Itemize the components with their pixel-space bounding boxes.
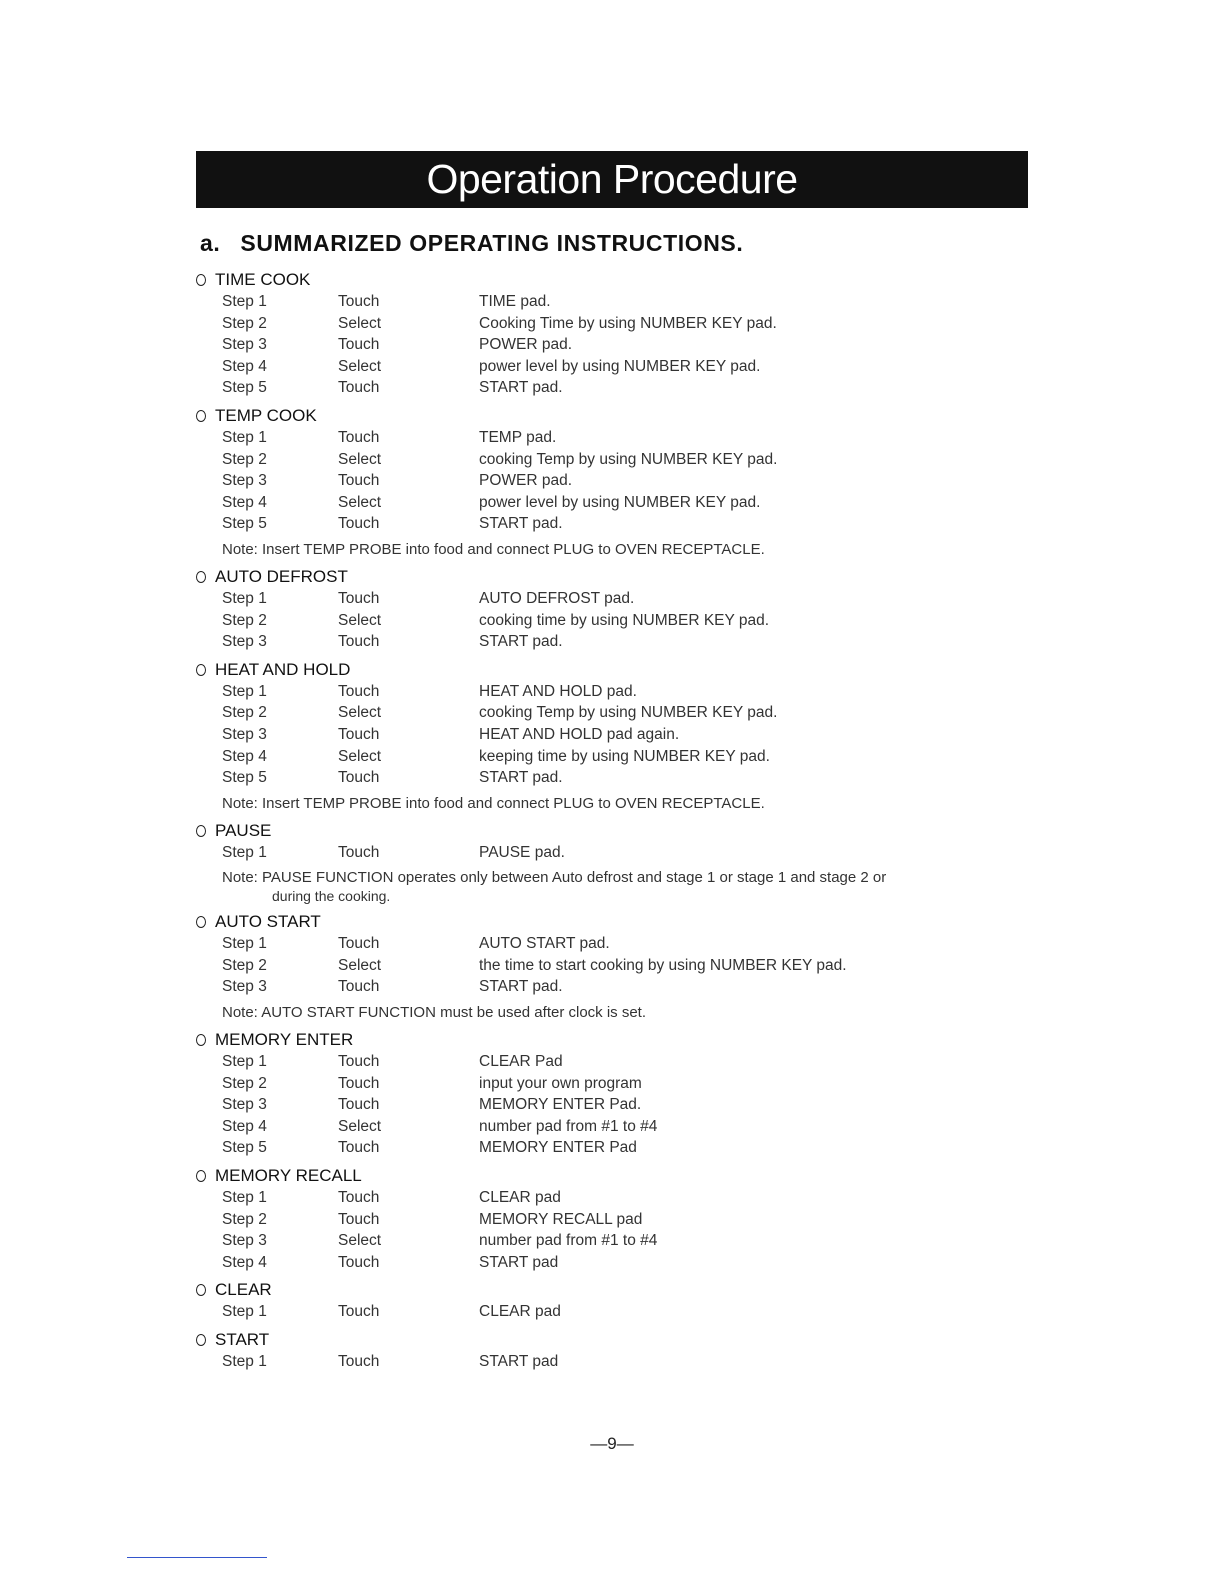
note-text: Note: Insert TEMP PROBE into food and connect PLUG to OVEN RECEPTACLE. <box>222 794 765 812</box>
step-detail: TEMP pad. <box>479 428 557 446</box>
section-title: HEAT AND HOLD <box>215 659 351 679</box>
step-label: Step 2 <box>222 1074 267 1092</box>
circle-bullet-icon <box>196 1170 206 1182</box>
step-label: Step 3 <box>222 1232 267 1250</box>
step-label: Step 1 <box>222 935 267 953</box>
step-row <box>196 449 1036 471</box>
step-row <box>196 1301 1036 1323</box>
section-title: MEMORY ENTER <box>215 1030 354 1050</box>
step-label: Step 1 <box>222 1303 267 1321</box>
step-detail: number pad from #1 to #4 <box>479 1232 658 1250</box>
section-header <box>196 659 1036 681</box>
step-label: Step 1 <box>222 1353 267 1370</box>
step-action: Touch <box>338 633 380 651</box>
step-label: Step 1 <box>222 428 267 446</box>
section-header <box>196 820 1036 842</box>
section-title: MEMORY RECALL <box>215 1166 362 1186</box>
step-label: Step 2 <box>222 956 267 974</box>
instruction-section <box>196 405 1036 560</box>
note-text: Note: AUTO START FUNCTION must be used after clock is set. <box>222 1004 647 1022</box>
step-action: Select <box>338 747 382 765</box>
step-detail: START pad. <box>479 978 563 996</box>
instruction-section <box>196 269 1036 399</box>
note <box>196 1002 1036 1023</box>
step-action: Touch <box>338 515 380 533</box>
circle-bullet-icon <box>196 571 206 583</box>
section-heading <box>200 230 743 257</box>
step-detail: MEMORY ENTER Pad. <box>479 1096 642 1114</box>
step-action: Touch <box>338 379 380 397</box>
step-detail: the time to start cooking by using NUMBER KEY pad. <box>479 956 847 974</box>
step-action: Touch <box>338 1053 380 1071</box>
step-detail: START pad <box>479 1353 559 1370</box>
step-detail: POWER pad. <box>479 336 573 354</box>
step-action: Select <box>338 314 382 332</box>
step-label: Step 3 <box>222 1096 267 1114</box>
instruction-section <box>196 1279 1036 1323</box>
step-label: Step 5 <box>222 379 267 397</box>
step-action: Touch <box>338 472 380 490</box>
step-detail: CLEAR Pad <box>479 1053 563 1071</box>
step-action: Touch <box>338 843 380 861</box>
step-detail: number pad from #1 to #4 <box>479 1117 658 1135</box>
instruction-section <box>196 1029 1036 1159</box>
step-label: Step 1 <box>222 682 267 700</box>
note <box>196 539 1036 560</box>
step-action: Touch <box>338 336 380 354</box>
step-action: Touch <box>338 1303 380 1321</box>
step-detail: CLEAR pad <box>479 1189 561 1207</box>
section-header <box>196 1029 1036 1051</box>
step-action: Select <box>338 357 382 375</box>
step-action: Touch <box>338 1189 380 1207</box>
step-label: Step 1 <box>222 1189 267 1207</box>
step-row <box>196 356 1036 378</box>
step-action: Touch <box>338 978 380 996</box>
circle-bullet-icon <box>196 825 206 837</box>
step-detail: START pad. <box>479 379 563 397</box>
step-detail: AUTO DEFROST pad. <box>479 589 635 607</box>
step-label: Step 2 <box>222 314 267 332</box>
step-action: Touch <box>338 1353 380 1370</box>
section-title: START <box>215 1330 270 1349</box>
step-action: Touch <box>338 589 380 607</box>
step-action: Select <box>338 611 382 629</box>
section-title: PAUSE <box>215 820 272 840</box>
step-label: Step 4 <box>222 747 267 765</box>
step-label: Step 3 <box>222 978 267 996</box>
step-detail: Cooking Time by using NUMBER KEY pad. <box>479 314 777 332</box>
circle-bullet-icon <box>196 1034 206 1046</box>
section-header <box>196 1165 1036 1187</box>
step-row <box>196 1351 1036 1373</box>
step-action: Touch <box>338 1253 380 1271</box>
step-row <box>196 513 1036 535</box>
step-row <box>196 1116 1036 1138</box>
step-action: Touch <box>338 769 380 787</box>
step-row <box>196 291 1036 313</box>
step-action: Select <box>338 704 382 722</box>
step-detail: START pad. <box>479 515 563 533</box>
circle-bullet-icon <box>196 1334 206 1346</box>
step-detail: CLEAR pad <box>479 1303 561 1321</box>
step-detail: power level by using NUMBER KEY pad. <box>479 357 761 375</box>
circle-bullet-icon <box>196 916 206 928</box>
step-label: Step 1 <box>222 843 267 861</box>
step-row <box>196 1209 1036 1231</box>
step-label: Step 2 <box>222 611 267 629</box>
step-row <box>196 1230 1036 1252</box>
step-detail: input your own program <box>479 1074 642 1092</box>
step-row <box>196 976 1036 998</box>
step-row <box>196 1137 1036 1159</box>
step-action: Select <box>338 956 382 974</box>
step-label: Step 4 <box>222 1117 267 1135</box>
instruction-section <box>196 911 1036 1023</box>
step-label: Step 5 <box>222 769 267 787</box>
note-text: Note: PAUSE FUNCTION operates only between Auto defrost and stage 1 or stage 1 and stage 2 or <box>222 869 887 887</box>
step-row <box>196 377 1036 399</box>
circle-bullet-icon <box>196 1284 206 1296</box>
step-action: Touch <box>338 725 380 743</box>
section-header <box>196 911 1036 933</box>
step-row <box>196 681 1036 703</box>
step-row <box>196 746 1036 768</box>
step-label: Step 4 <box>222 357 267 375</box>
step-row <box>196 470 1036 492</box>
step-action: Touch <box>338 935 380 953</box>
step-row <box>196 313 1036 335</box>
step-action: Touch <box>338 682 380 700</box>
section-header <box>196 269 1036 291</box>
step-detail: HEAT AND HOLD pad again. <box>479 725 680 743</box>
note-continuation: during the cooking. <box>272 888 391 905</box>
step-row <box>196 767 1036 789</box>
circle-bullet-icon <box>196 664 206 676</box>
step-row <box>196 427 1036 449</box>
section-header <box>196 566 1036 588</box>
step-detail: power level by using NUMBER KEY pad. <box>479 493 761 511</box>
step-detail: AUTO START pad. <box>479 935 610 953</box>
instruction-section <box>196 566 1036 653</box>
circle-bullet-icon <box>196 410 206 422</box>
section-header <box>196 1279 1036 1301</box>
step-detail: MEMORY RECALL pad <box>479 1210 643 1228</box>
step-row <box>196 492 1036 514</box>
step-detail: PAUSE pad. <box>479 843 565 861</box>
step-detail: START pad <box>479 1253 559 1271</box>
note <box>196 867 1036 905</box>
step-detail: START pad. <box>479 633 563 651</box>
step-label: Step 3 <box>222 725 267 743</box>
page-number: —9— <box>590 1434 634 1453</box>
step-label: Step 5 <box>222 515 267 533</box>
step-row <box>196 702 1036 724</box>
instructions-list <box>196 263 1036 1373</box>
instruction-section <box>196 820 1036 906</box>
footer-rule <box>127 1557 267 1558</box>
step-label: Step 1 <box>222 293 267 310</box>
step-detail: TIME pad. <box>479 293 551 310</box>
step-row <box>196 610 1036 632</box>
step-detail: POWER pad. <box>479 472 573 490</box>
page-title: Operation Procedure <box>426 156 798 202</box>
circle-bullet-icon <box>196 274 206 286</box>
note <box>196 793 1036 814</box>
step-detail: cooking Temp by using NUMBER KEY pad. <box>479 450 778 468</box>
heading-text: SUMMARIZED OPERATING INSTRUCTIONS. <box>240 230 744 256</box>
step-row <box>196 1073 1036 1095</box>
step-label: Step 3 <box>222 633 267 651</box>
step-action: Touch <box>338 293 380 310</box>
step-row <box>196 1187 1036 1209</box>
title-banner <box>196 151 1028 208</box>
step-action: Touch <box>338 1096 380 1114</box>
step-detail: MEMORY ENTER Pad <box>479 1139 637 1157</box>
step-detail: cooking Temp by using NUMBER KEY pad. <box>479 704 778 722</box>
instruction-section <box>196 1165 1036 1273</box>
step-row <box>196 933 1036 955</box>
step-row <box>196 334 1036 356</box>
step-label: Step 4 <box>222 1253 267 1271</box>
section-title: TEMP COOK <box>215 405 317 425</box>
note-text: Note: Insert TEMP PROBE into food and connect PLUG to OVEN RECEPTACLE. <box>222 540 765 558</box>
step-label: Step 1 <box>222 1053 267 1071</box>
step-detail: START pad. <box>479 769 563 787</box>
step-label: Step 3 <box>222 472 267 490</box>
step-row <box>196 1094 1036 1116</box>
step-action: Select <box>338 1117 382 1135</box>
step-row <box>196 842 1036 864</box>
step-detail: HEAT AND HOLD pad. <box>479 682 637 700</box>
step-label: Step 2 <box>222 450 267 468</box>
instruction-section <box>196 659 1036 814</box>
step-row <box>196 955 1036 977</box>
step-row <box>196 724 1036 746</box>
section-header <box>196 1329 1036 1351</box>
step-action: Select <box>338 493 382 511</box>
section-title: AUTO DEFROST <box>215 566 348 586</box>
section-title: TIME COOK <box>215 270 311 289</box>
step-action: Select <box>338 1232 382 1250</box>
step-action: Select <box>338 450 382 468</box>
section-header <box>196 405 1036 427</box>
section-title: AUTO START <box>215 912 321 932</box>
step-detail: keeping time by using NUMBER KEY pad. <box>479 747 770 765</box>
step-action: Touch <box>338 1139 380 1157</box>
step-label: Step 3 <box>222 336 267 354</box>
step-label: Step 2 <box>222 704 267 722</box>
step-label: Step 4 <box>222 493 267 511</box>
step-action: Touch <box>338 1074 380 1092</box>
step-row <box>196 588 1036 610</box>
step-action: Touch <box>338 1210 380 1228</box>
heading-letter: a. <box>200 230 221 256</box>
step-label: Step 5 <box>222 1139 267 1157</box>
step-detail: cooking time by using NUMBER KEY pad. <box>479 611 770 629</box>
step-label: Step 1 <box>222 589 267 607</box>
step-row <box>196 631 1036 653</box>
step-row <box>196 1051 1036 1073</box>
section-title: CLEAR <box>215 1280 272 1300</box>
instruction-section <box>196 1329 1036 1373</box>
step-label: Step 2 <box>222 1210 267 1228</box>
step-row <box>196 1252 1036 1274</box>
step-action: Touch <box>338 428 380 446</box>
